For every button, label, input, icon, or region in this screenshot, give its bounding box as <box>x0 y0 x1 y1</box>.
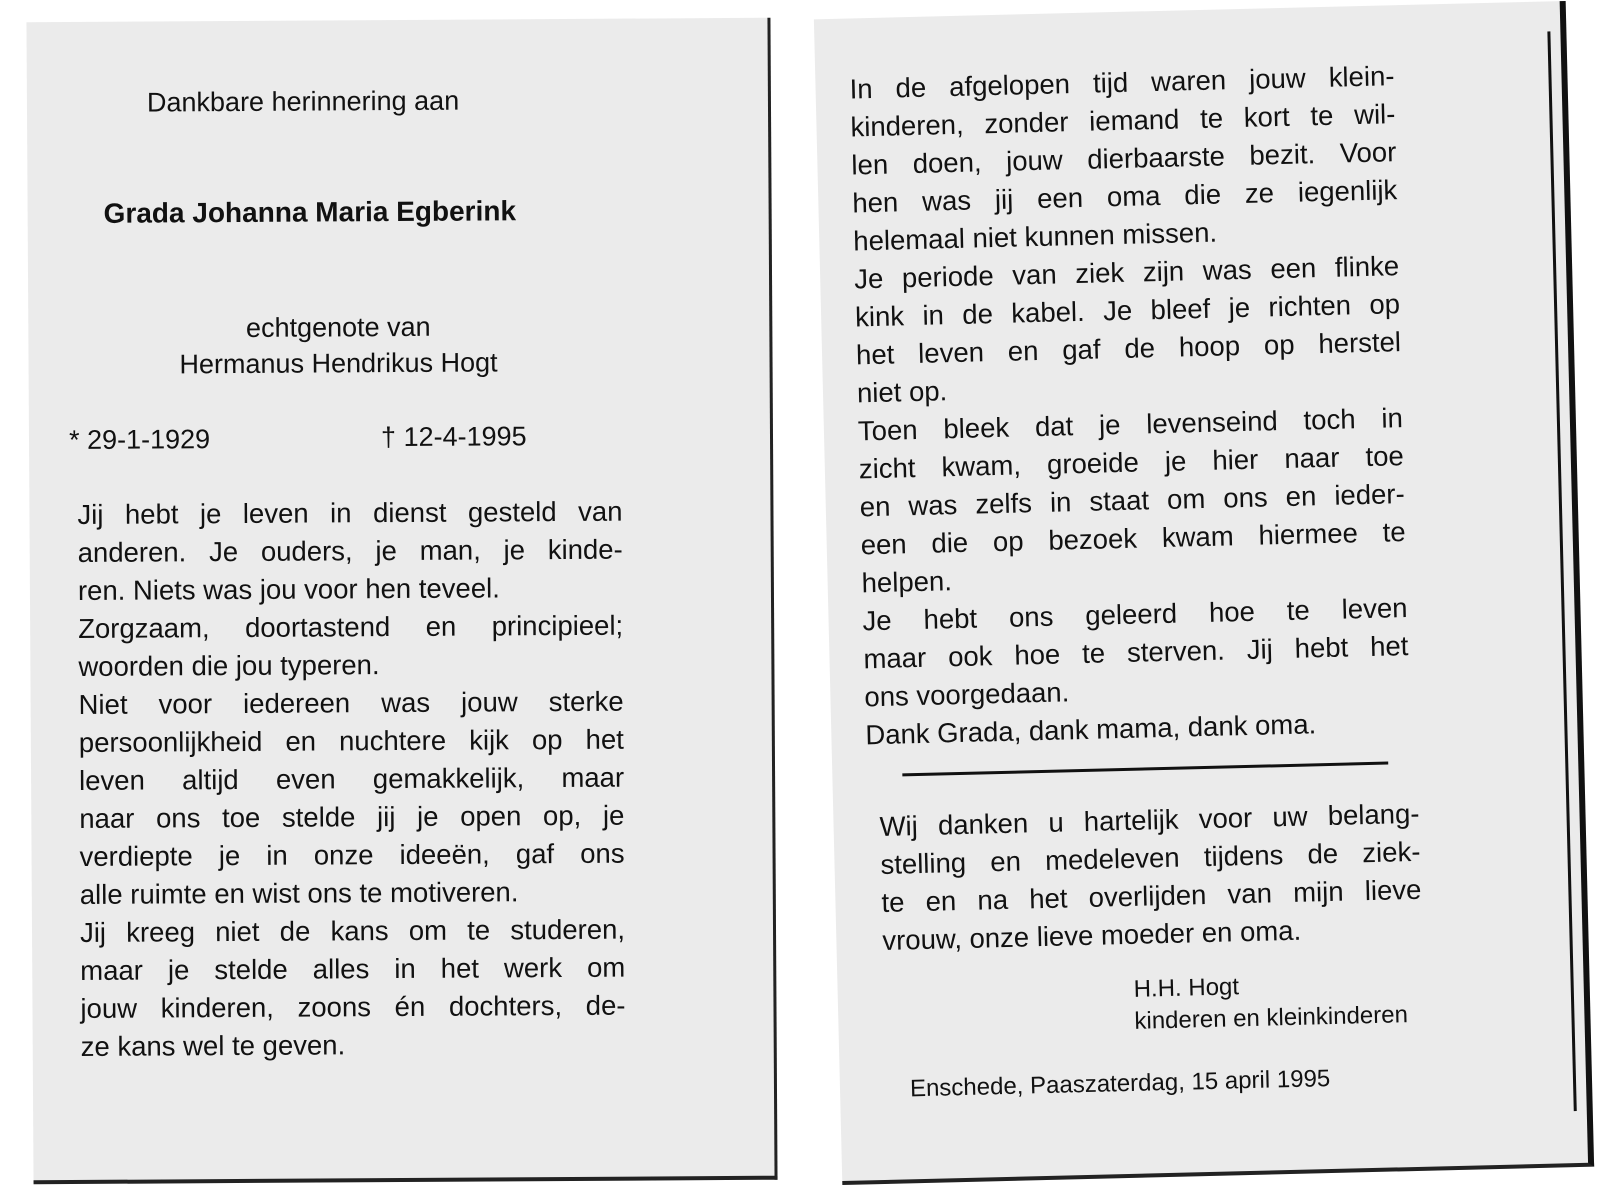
text-line: stelling en medeleven tijdens de ziek- <box>880 835 1421 880</box>
text-line: het leven en gaf de hoop op herstel <box>855 326 1402 371</box>
text-line: leven altijd even gemakkelijk, maar <box>78 761 625 796</box>
text-line: naar ons toe stelde jij je open op, je <box>79 799 625 834</box>
text-line: ons voorgedaan. <box>864 676 1070 713</box>
text-line: woorden die jou typeren. <box>78 649 380 682</box>
text-line: len doen, jouw dierbaarste bezit. Voor <box>851 136 1397 181</box>
text-line: niet op. <box>856 375 948 409</box>
text-line: In de afgelopen tijd waren jouw klein- <box>849 60 1395 105</box>
text-line: ze kans wel te geven. <box>80 1029 346 1062</box>
text-line: persoonlijkheid en nuchtere kijk op het <box>78 723 624 758</box>
death-date: † 12-4-1995 <box>380 421 527 453</box>
text-line: Dank Grada, dank mama, dank oma. <box>864 708 1317 751</box>
memorial-card-front <box>26 18 777 1185</box>
spouse-name: Hermanus Hendrikus Hogt <box>179 347 498 380</box>
text-line: vrouw, onze lieve moeder en oma. <box>882 914 1302 956</box>
text-line: Je periode van ziek zijn was een flinke <box>853 250 1400 295</box>
signature-name: H.H. Hogt <box>1133 973 1240 1003</box>
thanks-text <box>879 795 1423 960</box>
birth-date: * 29-1-1929 <box>68 424 211 456</box>
text-line: verdiepte je in onze ideeën, gaf ons <box>79 837 625 872</box>
place-and-date: Enschede, Paaszaterdag, 15 april 1995 <box>909 1065 1331 1103</box>
text-line: Niet voor iedereen was jouw sterke <box>78 685 624 720</box>
memorial-card-back <box>814 1 1594 1185</box>
signature-family: kinderen en kleinkinderen <box>1134 1001 1409 1035</box>
text-line: hen was jij een oma die ze iegenlijk <box>851 174 1398 219</box>
text-line: Jij kreeg niet de kans om te studeren, <box>79 913 626 948</box>
text-line: anderen. Je ouders, je man, je kinde- <box>77 533 623 568</box>
text-line: Zorgzaam, doortastend en principieel; <box>78 609 624 644</box>
text-line: ren. Niets was jou voor hen teveel. <box>77 572 500 606</box>
text-line: alle ruimte en wist ons te motiveren. <box>79 876 519 910</box>
text-line: helemaal niet kunnen missen. <box>852 216 1218 257</box>
deceased-name: Grada Johanna Maria Egberink <box>103 195 517 229</box>
text-line: Wij danken u hartelijk voor uw belang- <box>879 797 1420 842</box>
divider-line <box>902 762 1388 777</box>
tribute-text-right <box>849 57 1411 754</box>
tribute-text-left <box>77 493 625 1066</box>
text-line: en was zelfs in staat om ons en ieder- <box>859 478 1406 523</box>
text-line: zicht kwam, groeide je hier naar toe <box>858 440 1405 485</box>
text-line: kinderen, zonder iemand te kort te wil- <box>850 98 1396 143</box>
card-edge-shadow <box>1547 31 1576 1111</box>
text-line: Toen bleek dat je levenseind toch in <box>857 402 1404 447</box>
text-line: Je hebt ons geleerd hoe te leven <box>862 592 1408 637</box>
text-line: helpen. <box>861 565 953 599</box>
text-line: maar je stelde alles in het werk om <box>80 951 626 986</box>
text-line: kink in de kabel. Je bleef je richten op <box>854 288 1401 333</box>
text-line: een die op bezoek kwam hiermee te <box>860 516 1406 561</box>
text-line: maar ook hoe te sterven. Jij hebt het <box>863 630 1409 675</box>
card-heading: Dankbare herinnering aan <box>146 85 460 118</box>
text-line: Jij hebt je leven in dienst gesteld van <box>77 495 623 530</box>
text-line: jouw kinderen, zoons én dochters, de- <box>80 989 626 1024</box>
spouse-label: echtgenote van <box>245 311 431 343</box>
text-line: te en na het overlijden van mijn lieve <box>881 873 1422 918</box>
